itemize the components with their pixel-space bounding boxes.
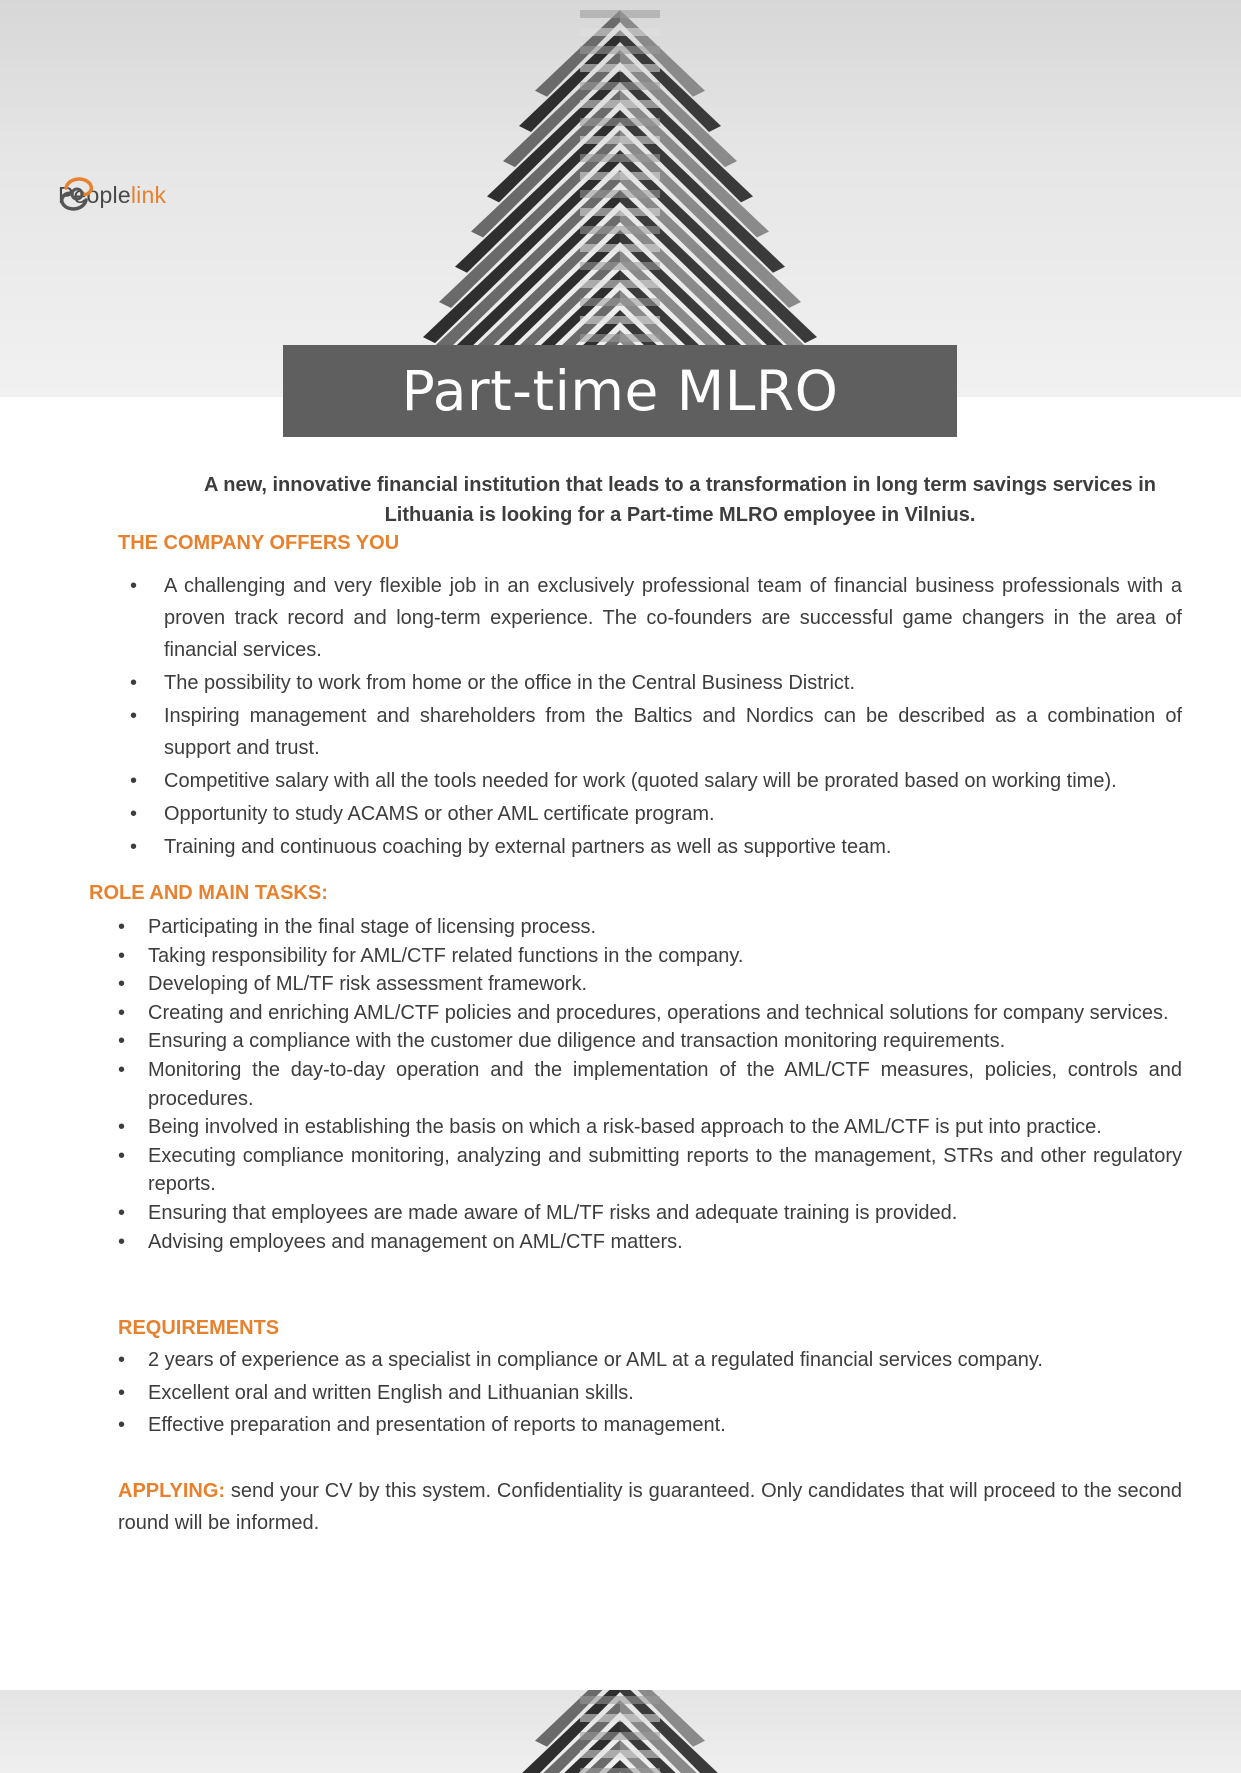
list-item-text: Advising employees and management on AML/CTF matters.: [148, 1230, 683, 1253]
bullet-icon: •: [118, 1349, 126, 1371]
header-building-image: [0, 0, 1241, 397]
bullet-icon: •: [130, 575, 138, 597]
bullet-icon: •: [118, 1230, 126, 1253]
peoplelink-logo-icon: [58, 174, 98, 214]
intro-text: A new, innovative financial institution that leads to a transformation in long term savings services in Lithuania is looking for a Part-time MLRO employee in Vilnius.: [203, 474, 1157, 526]
page-title: Part-time MLRO: [401, 359, 839, 423]
building-facade-graphic-footer: [0, 1690, 1241, 1773]
offers-list: [130, 570, 1182, 864]
list-item-text: Being involved in establishing the basis on which a risk-based approach to the AML/CTF is put into practice.: [148, 1116, 1102, 1139]
applying-paragraph: [118, 1475, 1182, 1539]
requirements-heading: REQUIREMENTS: [118, 1317, 280, 1339]
list-item-text: Creating and enriching AML/CTF policies and procedures, operations and technical solutions for company services.: [148, 1001, 1169, 1024]
list-item-text: Developing of ML/TF risk assessment framework.: [148, 973, 588, 996]
list-item: [130, 831, 1182, 863]
building-facade-graphic: [0, 0, 1241, 397]
list-item: [130, 570, 1182, 666]
applying-text: send your CV by this system. Confidentiality is guaranteed. Only candidates that will proceed to the second round will be informed.: [118, 1480, 1182, 1534]
list-item-text: Effective preparation and presentation of reports to management.: [148, 1414, 726, 1437]
list-item-text: Monitoring the day-to-day operation and the implementation of the AML/CTF measures, policies, controls and procedures.: [148, 1058, 1182, 1110]
list-item: [118, 1344, 1182, 1377]
bullet-icon: •: [130, 672, 138, 694]
list-item-text: Participating in the final stage of licensing process.: [148, 916, 597, 938]
title-band: [283, 345, 957, 437]
tasks-list: [118, 913, 1182, 1256]
list-item-text: Competitive salary with all the tools needed for work (quoted salary will be prorated based on working time).: [164, 770, 1117, 792]
list-item-text: Training and continuous coaching by external partners as well as supportive team.: [164, 836, 892, 858]
list-item: [118, 1056, 1182, 1113]
logo: [58, 174, 166, 216]
logo-text-accent: link: [130, 181, 167, 208]
list-item: [118, 1142, 1182, 1199]
list-item: [118, 1113, 1182, 1142]
bullet-icon: •: [118, 1414, 126, 1437]
list-item-text: 2 years of experience as a specialist in compliance or AML at a regulated financial services company.: [148, 1349, 1043, 1371]
bullet-icon: •: [130, 803, 138, 825]
list-item-text: Excellent oral and written English and Lithuanian skills.: [148, 1381, 634, 1404]
list-item-text: Ensuring that employees are made aware of ML/TF risks and adequate training is provided.: [148, 1201, 958, 1224]
list-item: [118, 970, 1182, 999]
bullet-icon: •: [130, 705, 138, 727]
list-item: [118, 1027, 1182, 1056]
bullet-icon: •: [118, 916, 126, 938]
list-item: [118, 942, 1182, 971]
list-item-text: Taking responsibility for AML/CTF related functions in the company.: [148, 944, 744, 967]
list-item: [118, 1377, 1182, 1410]
logo-text-main: People: [58, 181, 131, 208]
bullet-icon: •: [118, 1058, 126, 1081]
list-item-text: The possibility to work from home or the office in the Central Business District.: [164, 672, 856, 694]
list-item: [130, 667, 1182, 699]
bullet-icon: •: [130, 770, 138, 792]
bullet-icon: •: [130, 836, 138, 858]
list-item: [118, 1228, 1182, 1257]
bullet-icon: •: [118, 1116, 126, 1139]
bullet-icon: •: [118, 1381, 126, 1404]
bullet-icon: •: [118, 1201, 126, 1224]
tasks-heading: ROLE AND MAIN TASKS:: [89, 882, 328, 904]
list-item-text: Inspiring management and shareholders from the Baltics and Nordics can be described as a combination of support and trust.: [164, 705, 1182, 759]
list-item: [118, 999, 1182, 1028]
bullet-icon: •: [118, 944, 126, 967]
bullet-icon: •: [118, 1144, 126, 1167]
bullet-icon: •: [118, 1001, 126, 1024]
bullet-icon: •: [118, 973, 126, 996]
list-item: [118, 913, 1182, 942]
list-item: [118, 1199, 1182, 1228]
requirements-list: [118, 1344, 1182, 1442]
list-item: [118, 1409, 1182, 1442]
list-item: [130, 765, 1182, 797]
bullet-icon: •: [118, 1030, 126, 1053]
list-item: [130, 700, 1182, 764]
applying-label: APPLYING:: [118, 1480, 226, 1502]
offers-heading: THE COMPANY OFFERS YOU: [118, 532, 400, 554]
list-item-text: Executing compliance monitoring, analyzing and submitting reports to the management, STRs and other regulatory reports.: [148, 1144, 1182, 1196]
list-item-text: A challenging and very flexible job in an exclusively professional team of financial business professionals with a proven track record and long-term experience. The co-founders are successful game changers in the area of financial services.: [164, 575, 1182, 661]
list-item: [130, 798, 1182, 830]
list-item-text: Opportunity to study ACAMS or other AML certificate program.: [164, 803, 715, 825]
footer-building-image: [0, 1690, 1241, 1773]
list-item-text: Ensuring a compliance with the customer due diligence and transaction monitoring requirements.: [148, 1030, 1006, 1053]
